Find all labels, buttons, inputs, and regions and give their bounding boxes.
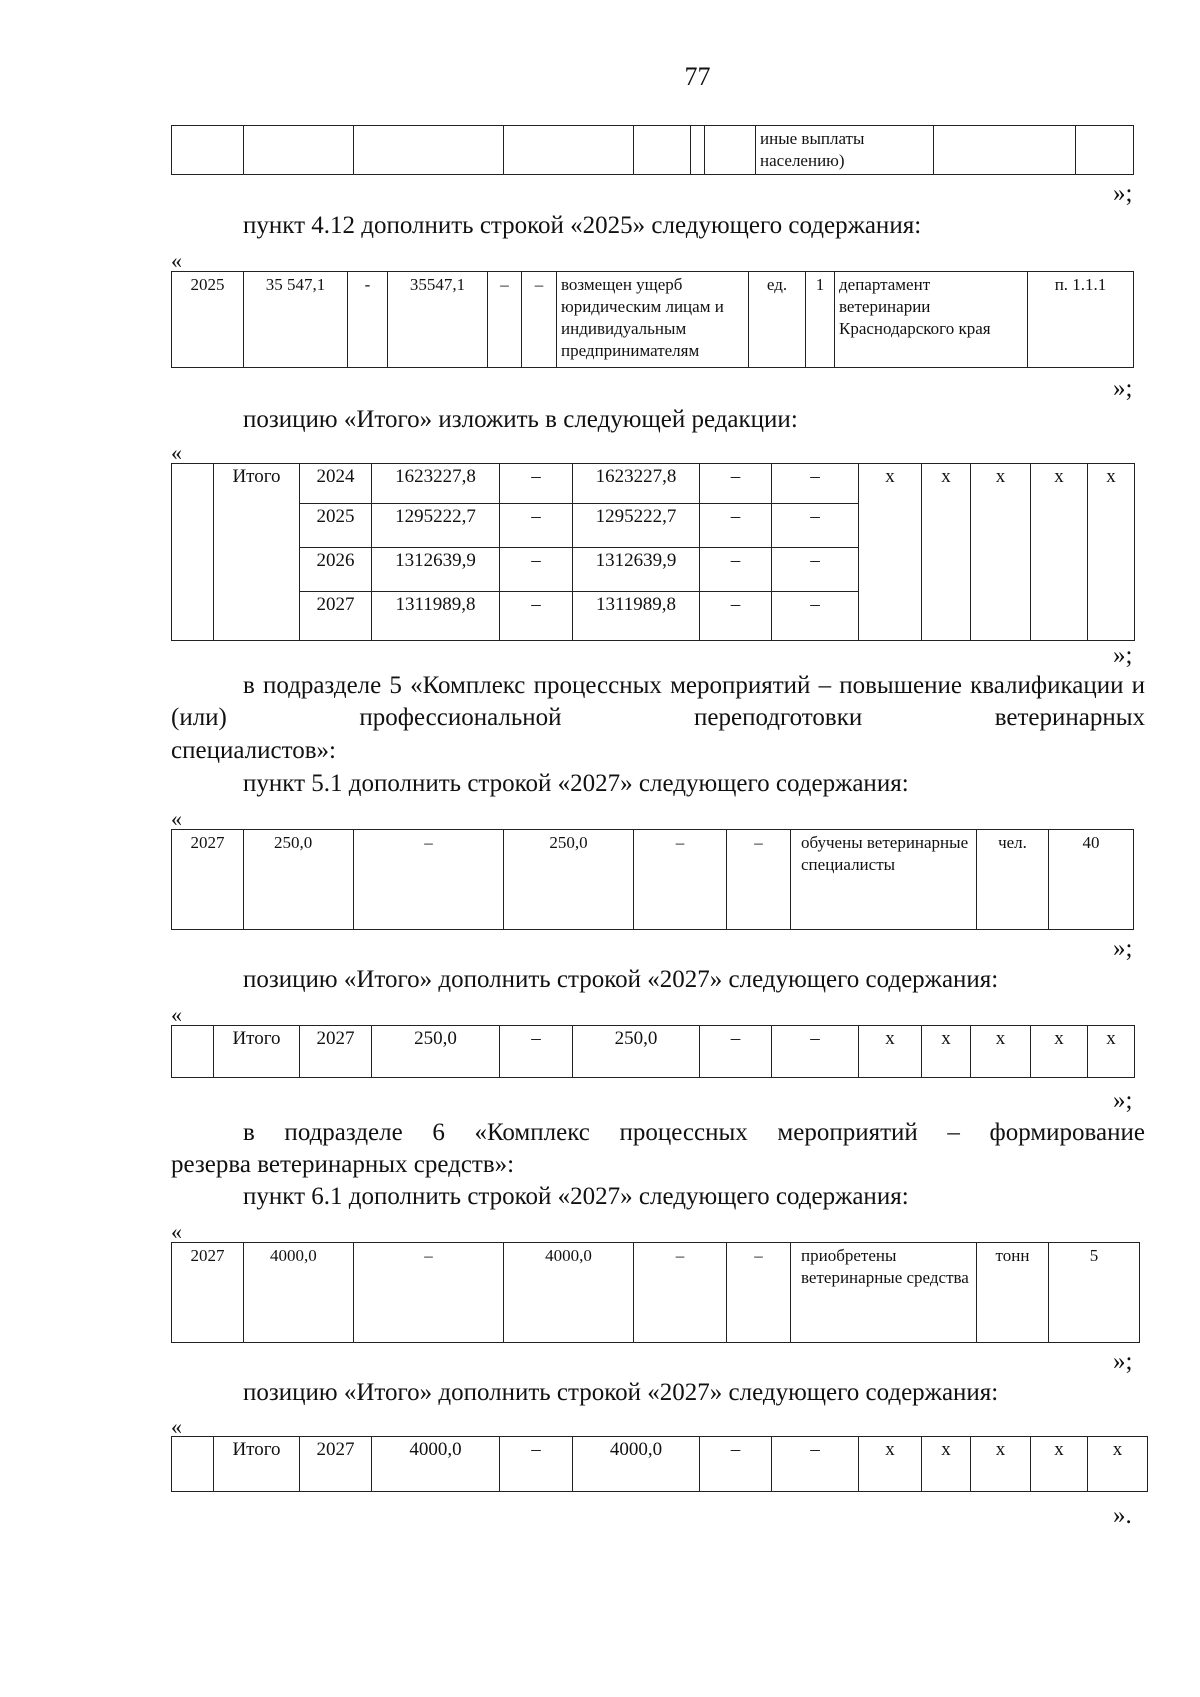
table-cell: х: [971, 1026, 1031, 1078]
table-cell: х: [859, 1437, 922, 1492]
table-cell: 1311989,8: [573, 592, 700, 641]
table-cell: 2027: [300, 1437, 372, 1492]
table-cell: 1312639,9: [372, 548, 500, 592]
table-cell: 1295222,7: [372, 504, 500, 548]
table-cell: –: [772, 1026, 859, 1078]
table-cell: –: [500, 1437, 573, 1492]
table-cell: –: [500, 548, 573, 592]
table-cell: –: [727, 1243, 791, 1343]
table-itogo-6: [171, 1436, 1148, 1492]
quote-close: »;: [1113, 1348, 1133, 1375]
table-cell: ед.: [749, 272, 806, 368]
table-cell: –: [488, 272, 522, 368]
table-cell: 35547,1: [388, 272, 488, 368]
table-cell: 2027: [300, 592, 372, 641]
table-cell: –: [500, 1026, 573, 1078]
paragraph: [171, 1117, 1145, 1148]
table-cell: х: [1088, 1026, 1135, 1078]
table-cell: х: [922, 464, 971, 641]
quote-close: »;: [1113, 180, 1133, 207]
page-number: 77: [684, 62, 711, 91]
table-cell: –: [500, 464, 573, 504]
table-cell: –: [700, 464, 772, 504]
table-row-6-1: [171, 1242, 1140, 1343]
table-cell: –: [700, 592, 772, 641]
table-cell: –: [354, 830, 504, 930]
table-cell-label: Итого: [214, 464, 300, 641]
table-cell: –: [500, 592, 573, 641]
paragraph-text: в подразделе 5 «Комплекс процессных мероприятий – повышение квалификации и (или) профессиональной переподготовки ветеринарных: [171, 672, 1145, 731]
quote-close: »;: [1113, 935, 1133, 962]
table-cell: 40: [1049, 830, 1134, 930]
table-cell: х: [1031, 464, 1088, 641]
quote-close: »;: [1113, 1087, 1133, 1114]
table-cell: –: [772, 592, 859, 641]
quote-open: «: [171, 1002, 182, 1027]
table-itogo-5: [171, 1025, 1135, 1078]
table-cell: 1623227,8: [372, 464, 500, 504]
paragraph-text: в подразделе 6 «Комплекс процессных мероприятий – формирование: [243, 1119, 1145, 1146]
table-cell: 2026: [300, 548, 372, 592]
table-cell: –: [634, 1243, 727, 1343]
table-cell-label: Итого: [214, 1026, 300, 1078]
table-cell: 1295222,7: [573, 504, 700, 548]
table-cell: 1311989,8: [372, 592, 500, 641]
table-cell: –: [700, 548, 772, 592]
table-cell: –: [772, 464, 859, 504]
table-cell: 2024: [300, 464, 372, 504]
table-cell: х: [859, 464, 922, 641]
table-cell: х: [1088, 464, 1135, 641]
table-cell: х: [1088, 1437, 1148, 1492]
table-cell: х: [922, 1437, 971, 1492]
table-cell: х: [971, 1437, 1031, 1492]
table-cell: –: [700, 1437, 772, 1492]
table-cell: –: [772, 1437, 859, 1492]
table-cell: 1: [806, 272, 835, 368]
table-cell: п. 1.1.1: [1028, 272, 1134, 368]
table-cell: 2027: [300, 1026, 372, 1078]
table-cell: –: [354, 1243, 504, 1343]
table-cell: 2027: [172, 1243, 244, 1343]
table-cell: –: [700, 1026, 772, 1078]
table-cell: иные выплаты населению): [756, 126, 934, 175]
table-cell: 2025: [172, 272, 244, 368]
table-cell: –: [634, 830, 727, 930]
table-itogo: [171, 463, 1135, 641]
table-cell: приобретены ветеринарные средства: [791, 1243, 977, 1343]
table-cell: 4000,0: [372, 1437, 500, 1492]
table-cell: 1312639,9: [573, 548, 700, 592]
table-cell-label: Итого: [214, 1437, 300, 1492]
table-cell: –: [772, 504, 859, 548]
quote-open: «: [171, 248, 182, 273]
table-cell: 4000,0: [244, 1243, 354, 1343]
table-cell: х: [1031, 1437, 1088, 1492]
table-cell: х: [971, 464, 1031, 641]
table-cell: 250,0: [372, 1026, 500, 1078]
table-cell: 250,0: [573, 1026, 700, 1078]
paragraph: [171, 670, 1145, 734]
table-cell: –: [522, 272, 557, 368]
table-cell: 2027: [172, 830, 244, 930]
table-cell: –: [700, 504, 772, 548]
paragraph: позицию «Итого» дополнить строкой «2027» следующего содержания:: [243, 966, 999, 993]
table-cell: 250,0: [504, 830, 634, 930]
table-cell: обучены ветеринарные специалисты: [791, 830, 977, 930]
table-cell: х: [922, 1026, 971, 1078]
table-cell: –: [772, 548, 859, 592]
quote-open: «: [171, 1219, 182, 1244]
paragraph: позицию «Итого» дополнить строкой «2027» следующего содержания:: [243, 1379, 999, 1406]
quote-close: ».: [1113, 1502, 1132, 1529]
table-cell: 2025: [300, 504, 372, 548]
paragraph: специалистов»:: [171, 737, 336, 764]
paragraph: пункт 5.1 дополнить строкой «2027» следующего содержания:: [243, 770, 909, 797]
table-cell: 1623227,8: [573, 464, 700, 504]
paragraph: пункт 6.1 дополнить строкой «2027» следующего содержания:: [243, 1183, 909, 1210]
table-cell: –: [727, 830, 791, 930]
table-row-4-12: [171, 271, 1134, 368]
quote-open: «: [171, 1414, 182, 1439]
quote-close: »;: [1113, 642, 1133, 669]
table-cell: х: [859, 1026, 922, 1078]
table-cell: 4000,0: [504, 1243, 634, 1343]
table-cell: 5: [1049, 1243, 1140, 1343]
table-cell: 250,0: [244, 830, 354, 930]
table-cell: –: [500, 504, 573, 548]
paragraph: пункт 4.12 дополнить строкой «2025» следующего содержания:: [243, 212, 922, 239]
quote-open: «: [171, 806, 182, 831]
table-cell: 4000,0: [573, 1437, 700, 1492]
table-cell: чел.: [977, 830, 1049, 930]
table-cell: тонн: [977, 1243, 1049, 1343]
table-fragment-top: [171, 125, 1134, 175]
quote-close: »;: [1113, 375, 1133, 402]
table-row-5-1: [171, 829, 1134, 930]
table-cell: возмещен ущерб юридическим лицам и индивидуальным предпринимателям: [557, 272, 749, 368]
paragraph: резерва ветеринарных средств»:: [171, 1151, 515, 1178]
table-cell: -: [348, 272, 388, 368]
quote-open: «: [171, 440, 182, 465]
table-cell: департамент ветеринарии Краснодарского края: [835, 272, 1028, 368]
table-cell: 35 547,1: [244, 272, 348, 368]
table-cell: х: [1031, 1026, 1088, 1078]
paragraph: позицию «Итого» изложить в следующей редакции:: [243, 406, 798, 433]
